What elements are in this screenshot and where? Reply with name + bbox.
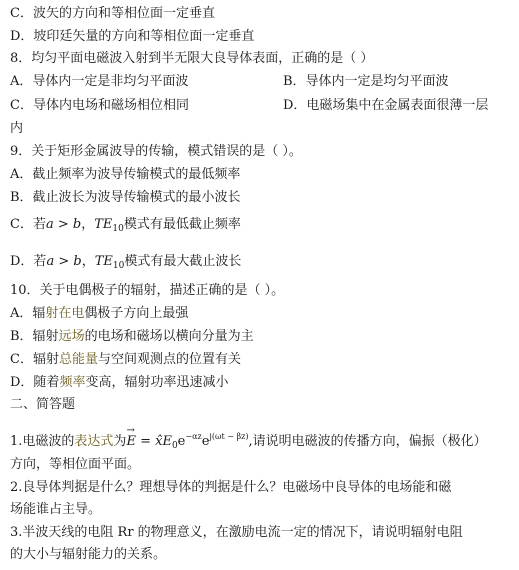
q8-option-c: C．导体内电场和磁场相位相同 — [10, 98, 189, 113]
q10-stem: 10．关于电偶极子的辐射，描述正确的是（ ）。 — [10, 283, 285, 298]
q8-stem: 8．均匀平面电磁波入射到半无限大良导体表面，正确的是（ ） — [10, 51, 374, 66]
q7-option-d: D．坡印廷矢量的方向和等相位面一定垂直 — [10, 29, 255, 44]
short-answer-3-continued: 的大小与辐射能力的关系。 — [10, 547, 167, 562]
q7-option-c: C．波矢的方向和等相位面一定垂直 — [10, 6, 215, 21]
q9-option-d: D．若a > b，$TE_{10}$模式有最大截止波长 — [10, 254, 242, 271]
section-title-short-answer: 二、简答题 — [10, 397, 76, 412]
short-answer-2-continued: 场能谁占主导。 — [10, 502, 102, 517]
q8-option-d: D．电磁场集中在金属表面很薄一层 — [283, 98, 489, 113]
q10-option-b: B．辐射远场的电场和磁场以横向分量为主 — [10, 329, 254, 344]
short-answer-2: 2.良导体判据是什么？理想导体的判据是什么？电磁场中良导体的电场能和磁 — [10, 480, 452, 495]
q8-option-a: A．导体内一定是非均匀平面波 — [10, 74, 189, 89]
q9-option-c: C．若a > b，$TE_{10}$模式有最低截止频率 — [10, 217, 241, 234]
short-answer-1-continued: 方向，等相位面平面。 — [10, 457, 141, 472]
q8-option-d-continued: 内 — [10, 121, 24, 136]
q9-option-b: B．截止波长为波导传输模式的最小波长 — [10, 190, 241, 205]
q10-option-d: D．随着频率变高，辐射功率迅速减小 — [10, 375, 229, 390]
short-answer-3: 3.半波天线的电阻 Rr 的物理意义，在激励电流一定的情况下，请说明辐射电阻 — [10, 525, 463, 540]
q9-stem: 9．关于矩形金属波导的传输，模式错误的是（ ）。 — [10, 144, 302, 159]
short-answer-1: 1.电磁波的表达式为→ $E = x̂E_0e^{-\alpha z}e^{j(\omega t - \beta z)}$,请说明电磁波的传播方向，偏振（极化） — [10, 428, 487, 455]
q10-option-a: A．辐射在电偶极子方向上最强 — [10, 306, 189, 321]
q9-option-a: A．截止频率为波导传输模式的最低频率 — [10, 167, 241, 182]
q8-option-b: B．导体内一定是均匀平面波 — [283, 74, 449, 89]
q10-option-c: C．辐射总能量与空间观测点的位置有关 — [10, 352, 241, 367]
